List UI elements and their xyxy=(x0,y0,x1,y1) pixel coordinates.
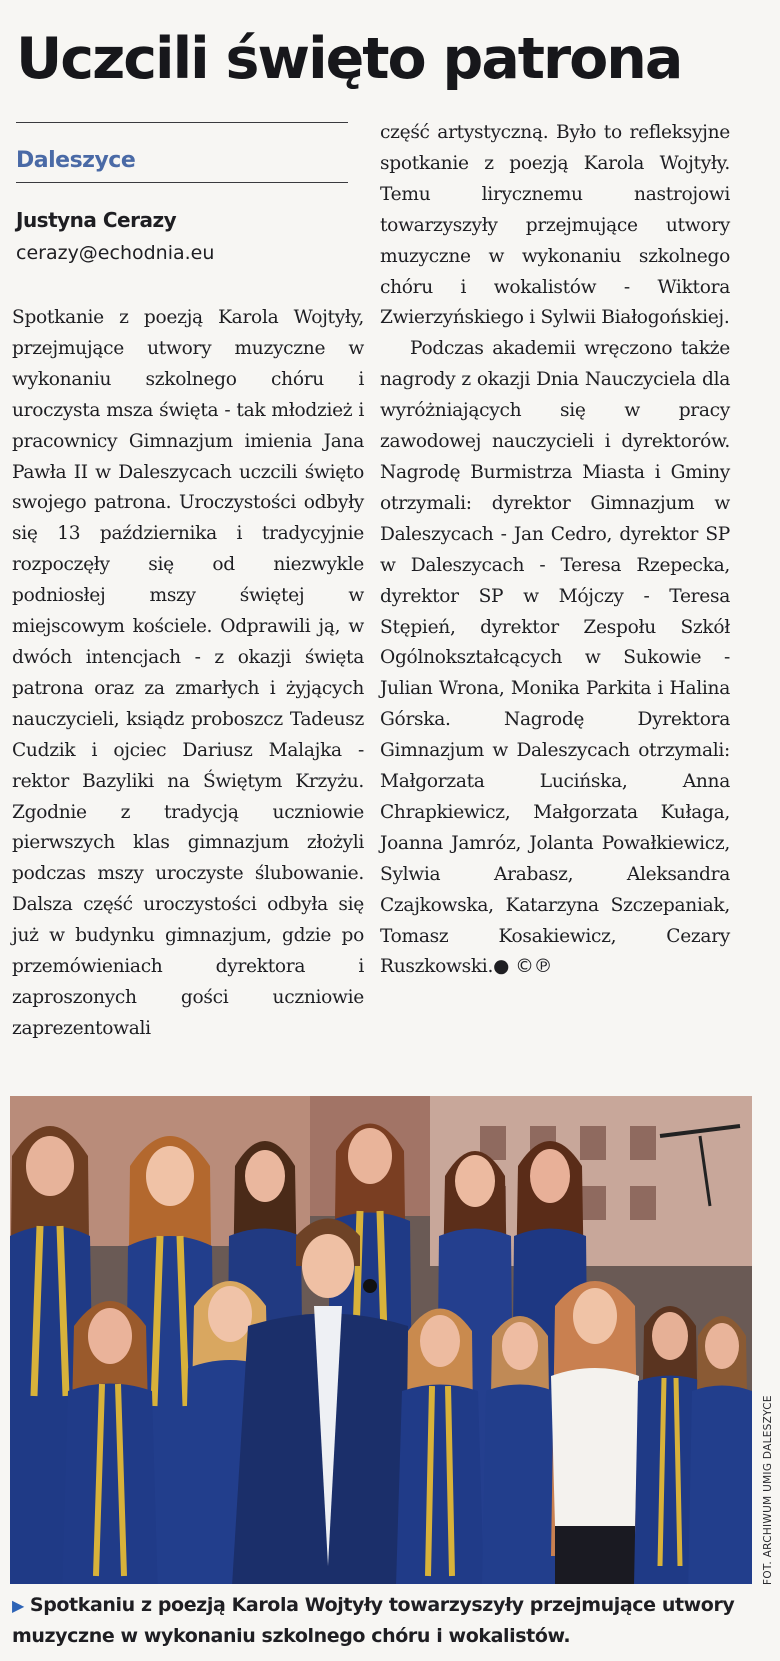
article-paragraph xyxy=(380,334,730,983)
top-rule xyxy=(16,122,348,123)
photo-caption-text: Spotkaniu z poezją Karola Wojtyły towarzyszyły przejmujące utwory muzyczne w wykonaniu szkolnego chóru i wokalistów. xyxy=(12,1594,735,1647)
article-column-right xyxy=(380,118,730,983)
photo-credit: FOT. ARCHIWUM UMIG DALESZYCE xyxy=(762,1395,774,1585)
caption-arrow-icon: ▶ xyxy=(12,1596,24,1615)
choir-photo xyxy=(10,1096,752,1584)
article-column-left xyxy=(12,303,364,1045)
article-paragraph: część artystyczną. Było to refleksyjne spotkanie z poezją Karola Wojtyły. Temu lirycznemu nastrojowi towarzyszyły przejmujące utwory muzyczne w wykonaniu szkolnego chóru i wokalistów - Wiktora Zwierzyńskiego i Sylwii Białogońskiej. xyxy=(380,122,730,329)
article-paragraph: Spotkanie z poezją Karola Wojtyły, przejmujące utwory muzyczne w wykonaniu szkolnego chóru i uroczysta msza święta - tak młodzież i pracownicy Gimnazjum imienia Jana Pawła II w Daleszycach uczcili święto swojego patrona. Uroczystości odbyły się 13 października i tradycyjnie rozpoczęły się od niezwykle podniosłej mszy świętej w miejscowym kościele. Odprawili ją, w dwóch intencjach - z okazji święta patrona oraz za zmarłych i żyjących nauczycieli, ksiądz proboszcz Tadeusz Cudzik i ojciec Dariusz Malajka - rektor Bazyliki na Świętym Krzyżu. Zgodnie z tradycją uczniowie pierwszych klas gimnazjum złożyli podczas mszy uroczyste ślubowanie. Dalsza część uroczystości odbyła się już w budynku gimnazjum, gdzie po przemówieniach dyrektora i zaproszonych gości uczniowie zaprezentowali xyxy=(12,307,364,1039)
awards-paragraph-text: Podczas akademii wręczono także nagrody z okazji Dnia Nauczyciela dla wyróżniających się w pracy zawodowej nauczycieli i dyrektorów. Nagrodę Burmistrza Miasta i Gminy otrzymali: dyrektor Gimnazjum w Daleszycach - Jan Cedro, dyrektor SP w Daleszycach - Teresa Rzepecka, dyrektor SP w Mójczy - Teresa Stępień, dyrektor Zespołu Szkół Ogólnokształcących w Sukowie - Julian Wrona, Monika Parkita i Halina Górska. Nagrodę Dyrektora Gimnazjum w Daleszycach otrzymali: Małgorzata Lucińska, Anna Chrapkiewicz, Małgorzata Kułaga, Joanna Jamróz, Jolanta Powałkiewicz, Sylwia Arabasz, Aleksandra Czajkowska, Katarzyna Szczepaniak, Tomasz Kosakiewicz, Cezary Ruszkowski. xyxy=(380,338,730,978)
section-rule xyxy=(16,182,348,183)
end-mark: ● ©℗ xyxy=(493,956,553,978)
section-label: Daleszyce xyxy=(16,148,136,173)
choir-photo-illustration xyxy=(10,1096,752,1584)
photo-caption xyxy=(12,1590,772,1651)
author-email: cerazy@echodnia.eu xyxy=(16,242,215,264)
article-headline: Uczcili święto patrona xyxy=(16,26,682,92)
author-name: Justyna Cerazy xyxy=(16,208,177,232)
